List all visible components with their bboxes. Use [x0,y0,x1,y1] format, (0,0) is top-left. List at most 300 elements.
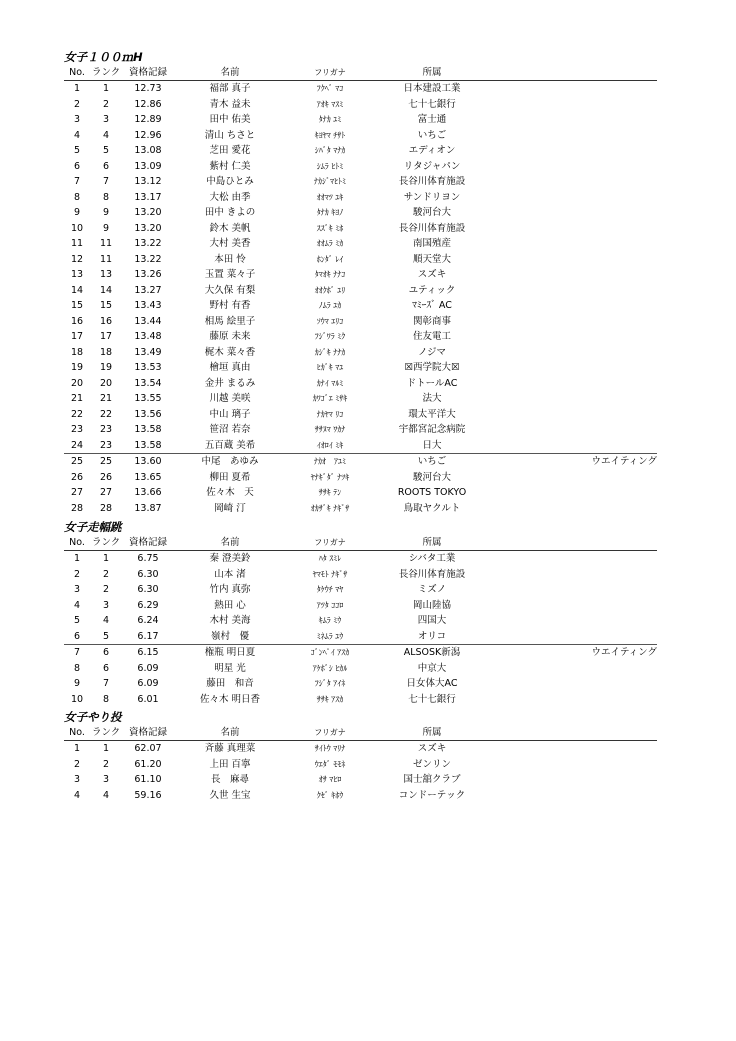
header-rank: ランク [92,537,121,548]
row-rank: 9 [102,222,110,234]
row-rank: 3 [102,774,110,785]
table-row [64,329,657,345]
row-rank: 11 [99,238,113,249]
row-no: 12 [70,253,84,265]
row-affiliation: ドトールAC [406,377,458,389]
row-no: 7 [73,176,81,187]
row-mark: 13.53 [134,362,162,373]
table-row [64,485,657,501]
table-row [64,676,657,692]
row-mark: 6.01 [137,693,159,705]
row-name: 野村 有香 [209,300,251,311]
row-rank: 15 [99,300,113,311]
row-no: 15 [70,300,84,311]
section-javelin [64,710,657,803]
row-furigana: ﾀｹｳﾁ ﾏﾔ [316,585,344,594]
row-furigana: ﾌｼﾞﾜﾗ ﾐｸ [314,332,346,341]
header-rank: ランク [92,67,121,78]
row-rank: 11 [99,253,113,265]
row-note: ウエイティング [591,647,657,658]
header-no: No. [69,537,85,548]
row-furigana: ﾐﾈﾑﾗ ﾕｳ [316,631,344,641]
row-affiliation: ﾏﾐｰｽﾞ AC [412,300,452,311]
row-rank: 5 [102,630,110,642]
row-furigana: ﾀﾅｶ ｷﾖﾉ [316,208,344,217]
row-name: 鈴木 美帆 [209,222,251,234]
row-furigana: ﾔﾏﾓﾄ ﾅｷﾞｻ [312,569,348,579]
table-row [64,645,657,661]
table-row [64,391,657,407]
row-mark: 13.22 [134,238,162,249]
row-note: ウエイティング [591,456,657,467]
row-rank: 27 [99,487,113,498]
row-furigana: ﾌｼﾞﾀ ｱｲﾈ [314,679,346,688]
row-affiliation: 日大 [422,439,442,451]
row-name: 権瓶 明日夏 [204,647,256,658]
row-affiliation: 七十七銀行 [408,693,456,705]
table-row [64,692,657,708]
row-furigana: ﾌｸﾍﾞ ﾏｺ [316,84,344,93]
row-rank: 28 [99,502,113,514]
row-mark: 13.87 [134,502,162,514]
row-furigana: ｻｻｷ ﾃﾝ [318,488,342,497]
row-no: 22 [70,408,84,420]
row-furigana: ｵｵﾑﾗ ﾐｶ [316,239,344,248]
row-mark: 13.58 [134,424,162,435]
section-title: 女子やり投 [64,710,122,724]
row-affiliation: ユティック [408,284,456,296]
row-no: 4 [73,129,81,141]
row-mark: 13.55 [134,393,162,404]
row-no: 3 [73,584,81,595]
row-rank: 4 [102,615,110,626]
row-affiliation: リタジャパン [403,160,461,172]
row-name: 嶺村 優 [210,630,249,642]
row-name: 清山 ちさと [204,129,256,141]
table-row [64,454,657,470]
table-row [64,143,657,159]
row-name: 青木 益未 [209,98,251,110]
row-affiliation: 日女体大AC [406,678,458,689]
row-rank: 23 [99,424,113,435]
header-affiliation: 所属 [422,727,442,738]
row-rank: 3 [102,114,110,125]
row-name: 笹沼 若奈 [209,424,251,435]
row-furigana: ｲｵﾛｲ ﾐｷ [316,440,344,450]
row-affiliation: 駿河台大 [412,471,451,483]
section-long-jump [64,520,657,707]
table-row [64,97,657,113]
row-mark: 13.20 [134,207,162,218]
row-mark: 13.27 [134,284,162,296]
row-mark: 13.08 [134,145,162,156]
row-furigana: ﾅｶﾔﾏ ﾘｺ [316,409,344,419]
row-mark: 13.56 [134,408,162,420]
row-affiliation: エディオン [408,145,456,156]
row-mark: 13.48 [134,331,162,342]
row-affiliation: 国士舘クラブ [403,774,461,785]
row-no: 16 [70,315,84,327]
row-mark: 6.09 [137,662,159,674]
row-name: 柳田 夏希 [209,471,251,483]
row-affiliation: 宇都宮記念病院 [398,424,466,435]
row-furigana: ﾋｶﾞｷ ﾏﾕ [316,363,344,372]
row-no: 9 [73,207,81,218]
row-rank: 19 [99,362,113,373]
row-furigana: ﾀﾏｵｷ ﾅﾅｺ [314,270,346,279]
row-rank: 6 [102,160,110,172]
row-rank: 2 [102,758,110,770]
row-rank: 23 [99,439,113,451]
row-affiliation: 四国大 [417,615,447,626]
header-mark: 資格記録 [128,727,167,738]
row-no: 21 [70,393,84,404]
row-no: 10 [70,222,84,234]
row-furigana: ｵｶｻﾞｷ ﾅｷﾞｻ [310,503,350,513]
row-rank: 14 [99,284,113,296]
row-no: 20 [70,377,84,389]
table-row [64,221,657,237]
row-name: 大久保 有梨 [204,284,256,296]
row-rank: 6 [102,662,110,674]
row-no: 8 [73,662,81,674]
row-furigana: ﾎﾝﾀﾞ ﾚｲ [316,254,344,264]
table-row [64,598,657,614]
row-no: 5 [73,145,81,156]
row-mark: 6.75 [137,553,159,564]
table-row [64,661,657,677]
row-rank: 1 [102,83,110,94]
row-no: 6 [73,630,81,642]
row-name: 川越 美咲 [209,393,251,404]
row-affiliation: 日本建設工業 [403,83,461,94]
table-row [64,741,657,757]
header-furigana: フリガナ [314,728,346,737]
row-affiliation: ノジマ [417,346,447,358]
row-mark: 13.20 [134,222,162,234]
row-affiliation: 南国殖産 [412,238,451,249]
row-affiliation: 岡山陸協 [412,599,451,611]
row-rank: 1 [102,743,110,754]
row-name: 中島ひとみ [206,176,254,187]
row-affiliation: 長谷川体育施設 [398,222,466,234]
row-furigana: ｽｽﾞｷ ﾐﾎ [316,223,344,233]
row-mark: 6.24 [137,615,159,626]
row-mark: 61.20 [134,758,162,770]
row-affiliation: スズキ [417,743,447,754]
row-mark: 13.09 [134,160,162,172]
table-row [64,422,657,438]
header-no: No. [69,727,85,738]
row-affiliation: 長谷川体育施設 [398,176,466,187]
row-rank: 9 [102,207,110,218]
row-name: 佐々木 天 [206,487,254,498]
header-mark: 資格記録 [128,537,167,548]
row-mark: 62.07 [134,743,162,754]
row-name: 岡崎 汀 [214,502,246,514]
row-rank: 2 [102,584,110,595]
table-row [64,613,657,629]
row-mark: 13.54 [134,377,162,389]
table-row [64,470,657,486]
row-furigana: ｱｵｷ ﾏｽﾐ [316,99,344,109]
row-name: 藤田 和音 [206,678,254,689]
row-name: 上田 百寧 [209,758,251,770]
row-rank: 22 [99,408,113,420]
row-rank: 6 [102,647,110,658]
row-rank: 3 [102,599,110,611]
row-affiliation: 順天堂大 [412,253,451,265]
row-furigana: ﾔﾅｷﾞﾀﾞ ﾅﾂｷ [310,472,350,482]
table-row [64,360,657,376]
row-rank: 2 [102,98,110,110]
row-furigana: ｱｹﾎﾞｼ ﾋｶﾙ [312,663,348,673]
row-mark: 13.49 [134,346,162,358]
row-furigana: ｶｼﾞｷ ﾅﾅｶ [314,347,346,357]
row-affiliation: 住友電工 [412,331,451,342]
row-furigana: ｻｲﾄｳ ﾏﾘﾅ [314,744,346,753]
row-name: 芝田 愛花 [209,145,251,156]
row-rank: 2 [102,568,110,580]
row-affiliation: 駿河台大 [412,207,451,218]
row-rank: 1 [102,553,110,564]
row-furigana: ｷﾖﾔﾏ ﾁｻﾄ [314,130,346,140]
row-mark: 13.43 [134,300,162,311]
row-no: 11 [70,238,84,249]
row-affiliation: 鳥取ヤクルト [403,502,461,514]
row-name: 秦 澄美鈴 [209,553,251,564]
row-affiliation: ☒西学院大☒ [404,362,460,373]
row-rank: 20 [99,377,113,389]
row-no: 6 [73,160,81,172]
row-mark: 12.96 [134,129,162,141]
row-no: 3 [73,774,81,785]
row-name: 田中 佑美 [209,114,251,125]
row-no: 7 [73,647,81,658]
row-no: 28 [70,502,84,514]
row-furigana: ｱﾂﾀ ｺｺﾛ [316,600,344,610]
row-mark: 6.15 [137,647,159,658]
row-name: 熱田 心 [214,599,246,611]
row-name: 中山 璃子 [209,408,251,420]
header-furigana: フリガナ [314,538,346,547]
row-name: 藤原 未来 [209,331,251,342]
row-furigana: ﾅｶｼﾞﾏﾋﾄﾐ [314,177,346,186]
row-no: 5 [73,615,81,626]
row-name: 本田 怜 [214,253,246,265]
row-affiliation: 法大 [422,393,442,404]
row-no: 24 [70,439,84,451]
row-mark: 6.30 [137,584,159,595]
row-affiliation: コンドーテック [398,789,466,801]
row-no: 27 [70,487,84,498]
header-affiliation: 所属 [422,67,442,78]
row-affiliation: 七十七銀行 [408,98,456,110]
row-mark: 13.44 [134,315,162,327]
row-mark: 13.60 [134,456,162,467]
row-no: 8 [73,191,81,203]
header-no: No. [69,67,85,78]
row-affiliation: オリコ [417,630,447,642]
table-row [64,81,657,97]
row-furigana: ｵｻ ﾏﾋﾛ [318,775,342,784]
row-rank: 8 [102,693,110,705]
row-no: 26 [70,471,84,483]
row-no: 3 [73,114,81,125]
row-rank: 25 [99,456,113,467]
row-mark: 61.10 [134,774,162,785]
row-furigana: ﾉﾑﾗ ﾕｶ [318,301,342,310]
row-no: 1 [73,83,81,94]
table-row [64,757,657,773]
row-name: 山本 渚 [214,568,246,580]
row-furigana: ｷﾑﾗ ﾐｳ [318,616,342,625]
row-name: 斉藤 真理菜 [204,743,256,754]
row-rank: 21 [99,393,113,404]
row-furigana: ｻｻﾇﾏ ﾜｶﾅ [314,425,346,434]
row-mark: 13.58 [134,439,162,451]
row-furigana: ｶﾜｺﾞｴ ﾐｻｷ [312,394,348,403]
row-furigana: ｳｴﾀﾞ ﾓﾓﾈ [314,759,346,769]
row-rank: 4 [102,789,110,801]
table-header [64,725,657,741]
section-100mh [64,50,657,516]
row-rank: 8 [102,191,110,203]
row-name: 檜垣 真由 [209,362,251,373]
row-furigana: ﾊﾀ ｽﾐﾚ [318,554,342,563]
row-name: 明星 光 [214,662,246,674]
header-furigana: フリガナ [314,68,346,77]
row-rank: 18 [99,346,113,358]
row-mark: 12.73 [134,83,162,94]
row-affiliation: ミズノ [417,584,447,595]
row-furigana: ｻｻｷ ｱｽｶ [316,694,344,704]
row-name: 大村 美香 [209,238,251,249]
row-furigana: ｼﾊﾞﾀ ﾏﾅｶ [314,146,346,155]
row-no: 2 [73,98,81,110]
row-affiliation: ゼンリン [412,758,451,770]
row-name: 久世 生宝 [209,789,251,801]
table-row [64,205,657,221]
row-mark: 13.66 [134,487,162,498]
header-name: 名前 [220,537,240,548]
row-affiliation: いちご [417,129,447,141]
table-row [64,267,657,283]
table-row [64,298,657,314]
row-affiliation: スズキ [417,269,447,280]
row-mark: 13.65 [134,471,162,483]
row-mark: 6.29 [137,599,159,611]
row-name: 大松 由季 [209,191,251,203]
row-furigana: ﾅｶｵ ｱﾕﾐ [314,457,346,466]
row-affiliation: ALSOSK新潟 [403,647,461,658]
row-no: 10 [70,693,84,705]
row-mark: 12.86 [134,98,162,110]
row-no: 17 [70,331,84,342]
row-no: 18 [70,346,84,358]
row-rank: 26 [99,471,113,483]
row-furigana: ｵｵﾏﾂ ﾕｷ [316,192,344,202]
table-row [64,438,657,455]
row-mark: 12.89 [134,114,162,125]
row-name: 田中 きよの [204,207,256,218]
row-no: 1 [73,553,81,564]
row-name: 中尾 あゆみ [201,456,259,467]
table-header [64,65,657,81]
row-name: 金井 まるみ [204,377,256,389]
row-name: 五百蔵 美希 [204,439,256,451]
row-mark: 13.22 [134,253,162,265]
row-mark: 6.30 [137,568,159,580]
table-row [64,283,657,299]
row-no: 13 [70,269,84,280]
table-row [64,128,657,144]
row-no: 23 [70,424,84,435]
row-name: 玉置 菜々子 [204,269,256,280]
row-mark: 13.12 [134,176,162,187]
table-row [64,190,657,206]
row-rank: 13 [99,269,113,280]
table-row [64,174,657,190]
table-row [64,314,657,330]
row-affiliation: いちご [417,456,447,467]
row-name: 長 麻尋 [210,774,249,785]
row-furigana: ｺﾞﾝﾍﾟｲ ｱｽｶ [310,648,350,657]
row-rank: 4 [102,129,110,141]
row-rank: 17 [99,331,113,342]
row-mark: 59.16 [134,789,162,801]
row-affiliation: 関彰商事 [412,315,451,327]
row-name: 相馬 絵里子 [204,315,256,327]
row-affiliation: 長谷川体育施設 [398,568,466,580]
header-rank: ランク [92,727,121,738]
table-header [64,535,657,551]
row-no: 14 [70,284,84,296]
row-no: 19 [70,362,84,373]
row-name: 木村 美海 [209,615,251,626]
table-row [64,567,657,583]
header-name: 名前 [220,727,240,738]
table-row [64,407,657,423]
row-furigana: ｵｵｸﾎﾞ ﾕﾘ [314,285,346,295]
row-rank: 16 [99,315,113,327]
row-no: 25 [70,456,84,467]
row-affiliation: 富士通 [417,114,447,125]
row-furigana: ｼﾑﾗ ﾋﾄﾐ [316,161,344,171]
row-name: 福部 真子 [209,83,251,94]
table-row [64,551,657,567]
table-row [64,236,657,252]
section-title: 女子１００ｍH [64,50,143,64]
row-name: 竹内 真弥 [209,584,251,595]
section-title: 女子走幅跳 [64,520,122,534]
table-row [64,788,657,804]
header-affiliation: 所属 [422,537,442,548]
row-no: 9 [73,678,81,689]
row-mark: 6.09 [137,678,159,689]
table-row [64,629,657,646]
table-row [64,772,657,788]
row-rank: 7 [102,678,110,689]
row-furigana: ｸｾﾞ ｷﾎｳ [316,790,344,800]
row-rank: 5 [102,145,110,156]
row-no: 1 [73,743,81,754]
row-no: 4 [73,789,81,801]
table-row [64,252,657,268]
table-row [64,112,657,128]
row-no: 4 [73,599,81,611]
header-name: 名前 [220,67,240,78]
